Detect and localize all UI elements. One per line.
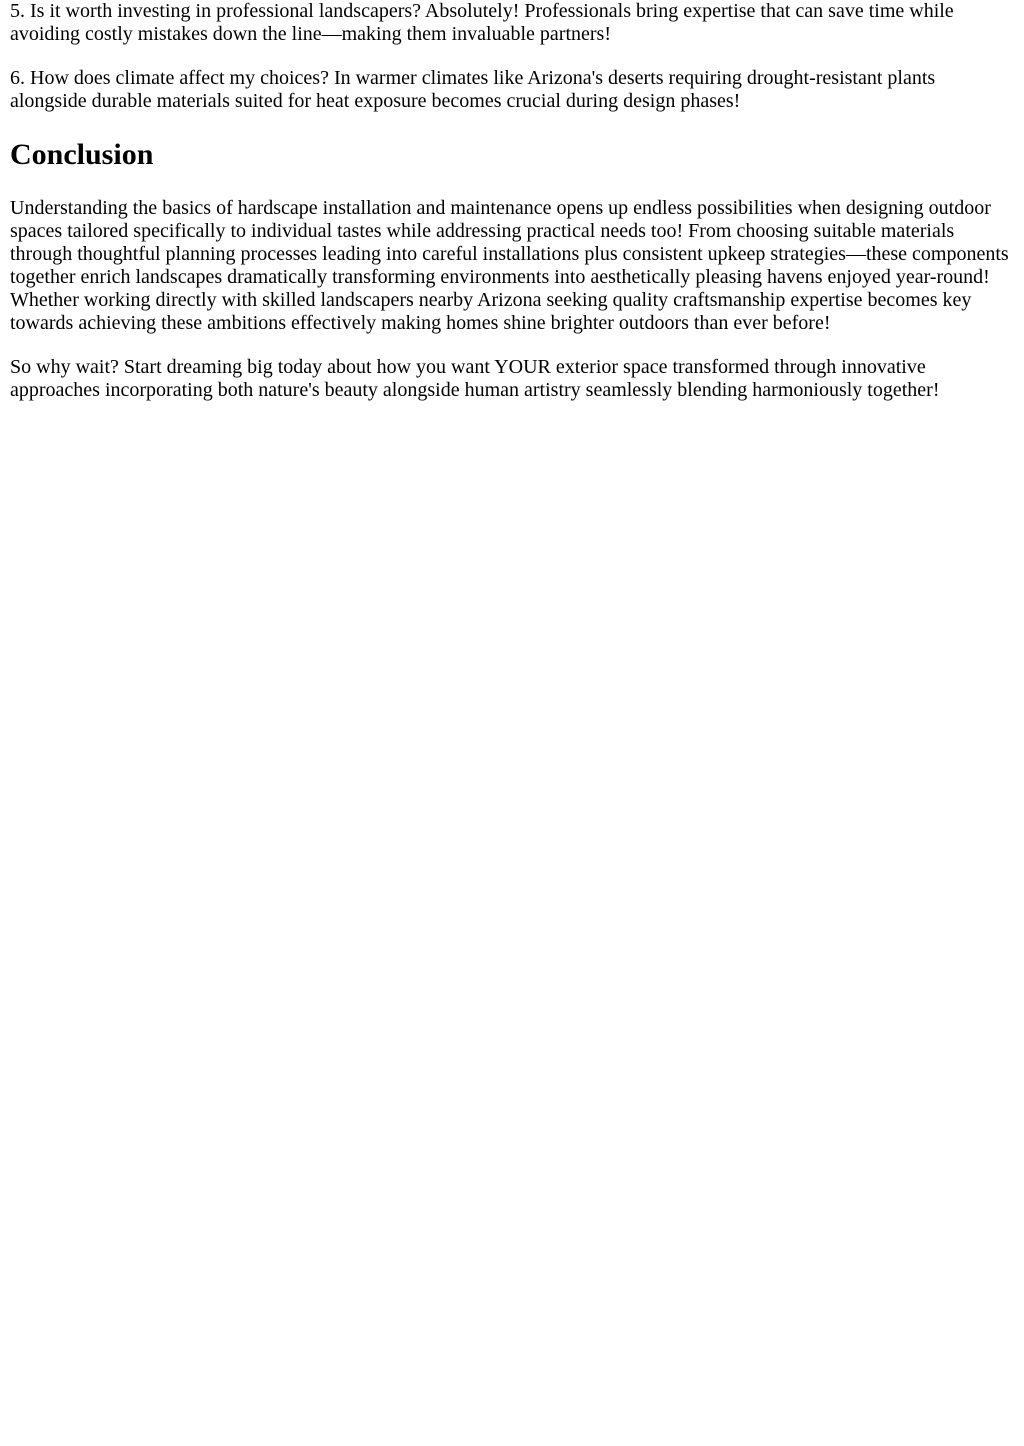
conclusion-heading: Conclusion <box>10 138 154 171</box>
faq-answer-5: 5. Is it worth investing in professional landscapers? Absolutely! Professionals bring expertise that can save time while avoiding costly mistakes down the line—making them invaluable partners! <box>10 0 954 45</box>
article-body <box>10 0 1014 402</box>
conclusion-paragraph: Understanding the basics of hardscape installation and maintenance opens up endless possibilities when designing outdoor spaces tailored specifically to individual tastes while addressing practical needs too! From choosing suitable materials through thoughtful planning processes leading into careful installations plus consistent upkeep strategies—these components together enrich landscapes dramatically transforming environments into aesthetically pleasing havens enjoyed year-round! Whether working directly with skilled landscapers nearby Arizona seeking quality craftsmanship expertise becomes key towards achieving these ambitions effectively making homes shine brighter outdoors than ever before! <box>10 197 1009 334</box>
faq-answer-6: 6. How does climate affect my choices? In warmer climates like Arizona's deserts requiring drought-resistant plants alongside durable materials suited for heat exposure becomes crucial during design phases! <box>10 67 936 112</box>
closing-paragraph: So why wait? Start dreaming big today about how you want YOUR exterior space transformed through innovative approaches incorporating both nature's beauty alongside human artistry seamlessly blending harmoniously together! <box>10 356 940 401</box>
